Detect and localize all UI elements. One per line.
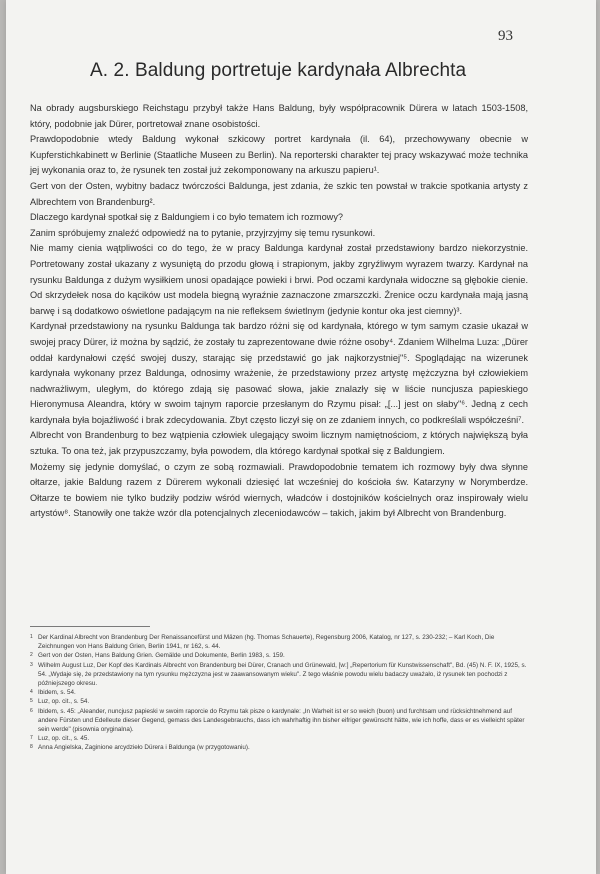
footnote-text: Anna Angielska, Zaginione arcydzieło Dürera i Baldunga (w przygotowaniu). (38, 744, 250, 752)
body-text (30, 101, 528, 522)
paragraph: Albrecht von Brandenburg to bez wątpienia człowiek ulegający swoim licznym namiętnościom, z których największą była sztuka. To ona też, jak przypuszczamy, była powodem, dla którego kardynał spotkał się z Baldungiem. (30, 430, 528, 457)
footnote-number: 5 (30, 698, 33, 705)
footnote (30, 651, 530, 660)
section-title: A. 2. Baldung portretuje kardynała Albrechta (90, 60, 467, 81)
footnote (30, 743, 530, 752)
footnotes (30, 633, 530, 753)
footnote-number: 1 (30, 634, 33, 640)
footnote-number: 2 (30, 652, 33, 659)
paragraph: Kardynał przedstawiony na rysunku Baldunga tak bardzo różni się od kardynała, którego w tym samym czasie ukazał w swojej pracy Dürer, iż można by sądzić, że zostały tu zaprezentowane dwie różne osoby⁴. Zdaniem Wilhelma Luza: „Dürer oddał kardynałowi część swojej duszy, starając się przedstawić go jak najkorzystniej"⁵. Spoglądając na wizerunek kardynała wykonany przez Baldunga, odnosimy wrażenie, że przedstawiony przez artystę mężczyzna był człowiekiem nadwrażliwym, uległym, do którego zdają się pasować słowa, jakie znalazły się w liście nuncjusza papieskiego Hieronymusa Aleandra, który w swoim tajnym raporcie przesłanym do Rzymu pisał: „[...] jest on słaby"⁶. Jedną z cech kardynała była bojaźliwość i brak zdecydowania. Zbyt często liczył się on ze zdaniem innych, co podkreślali współcześni⁷. (30, 321, 528, 425)
footnote-text: Gert von der Osten, Hans Baldung Grien. Gemälde und Dokumente, Berlin 1983, s. 159. (38, 652, 285, 660)
paragraph: Zanim spróbujemy znaleźć odpowiedź na to pytanie, przyjrzyjmy się temu rysunkowi. (30, 227, 376, 238)
footnote-number: 3 (30, 661, 33, 668)
footnote (30, 707, 530, 735)
paragraph: Dlaczego kardynał spotkał się z Baldungiem i co było tematem ich rozmowy? (30, 212, 344, 223)
paragraph: Możemy się jedynie domyślać, o czym ze sobą rozmawiali. Prawdopodobnie tematem ich rozmowy były dwa słynne ołtarze, jakie Baldung razem z Dürerem wykonali dziesięć lat wcześniej do kościoła św. Katarzyny w Norymberdze. Ołtarze te bowiem nie tylko budziły podziw wśród wiernych, władców i dostojników kościelnych oraz inspirowały wielu artystów⁸. Stanowiły one także wzór dla potencjalnych zleceniodawców – takich, jakim był Albrecht von Brandenburg. (30, 461, 528, 519)
footnote (30, 661, 530, 689)
paragraph: Gert von der Osten, wybitny badacz twórczości Baldunga, jest zdania, że szkic ten powstał w trakcie spotkania artysty z Albrechtem von Brandenburg². (30, 180, 528, 207)
footnote (30, 697, 530, 706)
paragraph: Na obrady augsburskiego Reichstagu przybył także Hans Baldung, były współpracownik Dürera w latach 1503-1508, który, podobnie jak Dürer, portretował znane osobistości. (30, 103, 528, 129)
footnote-text: Luz, op. cit., s. 54. (38, 698, 90, 706)
footnote (30, 633, 530, 651)
paragraph: Prawdopodobnie wtedy Baldung wykonał szkicowy portret kardynała (il. 64), przechowywany obecnie w Kupferstichkabinett w Berlinie (Staatliche Museen zu Berlin). Na reporterski charakter tej pracy wskazywać może technika jej wykonania oraz to, że rysunek ten został już zekomponowany na arkuszu papieru¹. (30, 134, 528, 176)
footnote-text: Der Kardinal Albrecht von Brandenburg Der Renaissancefürst und Mäzen (hg. Thomas Schauerte), Regensburg 2006, Katalog, nr 127, s. 230-232; – Karl Koch, Die Zeichnungen von Hans Baldung Grien, Berlin 1941, nr 162, s. 44. (38, 634, 495, 651)
footnote-text: Wilhelm August Luz, Der Kopf des Kardinals Albrecht von Brandenburg bei Dürer, Cranach und Grünewald, [w:] „Repertorium für Kunstwissenschaft", Bd. (45) N. F. IX, 1925, s. 54. „Wydaje się, że przedstawiony na tym rysunku mężczyzna jest w zaawansowanym wieku". Z tego właśnie powodu wielu badaczy uważało, iż rysunek ten pochodzi z późniejszego okresu. (38, 661, 527, 688)
footnote-number: 6 (30, 707, 33, 714)
footnote (30, 734, 530, 743)
footnote-text: Ibidem, s. 45: „Aleander, nuncjusz papieski w swoim raporcie do Rzymu tak pisze o kardynale: „In Warheit ist er so weich (buon) und furchtsam und rücksichtnehmend auf andere Fürsten und Edelleute dieser Gegend, gemass des Landesgebrauchs, dass ich wahrhaftig ihn bisher eifriger gewünscht hätte, wie ich hoffe, dass er es vielleicht später sein werde" (pisownia oryginalna). (38, 707, 525, 734)
footnote-divider (30, 626, 150, 627)
page-number: 93 (498, 28, 513, 44)
footnote-text: Luz, op. cit., s. 45. (38, 735, 90, 743)
footnote-number: 8 (30, 744, 33, 751)
book-page (6, 0, 596, 874)
footnote (30, 688, 530, 697)
footnote-number: 7 (30, 735, 33, 742)
footnote-text: Ibidem, s. 54. (38, 689, 76, 697)
paragraph: Nie mamy cienia wątpliwości co do tego, że w pracy Baldunga kardynał został przedstawiony bardzo niekorzystnie. Portretowany został ukazany z wysuniętą do przodu głową i strapionym, jakby zgryźliwym wyrazem twarzy. Kardynał na rysunku Baldunga z dużym wysiłkiem unosi opadające powieki i brwi. Pod oczami kardynała widoczne są głębokie cienie. Od skrzydełek nosa do kącików ust modela biegną wyraźnie zaznaczone zmarszczki. Źrenice oczu kardynała mają jasną barwę i są dodatkowo oświetlone padającym na nie refleksem świetlnym (jedynie kontur oka jest ciemny)³. (30, 243, 528, 316)
footnote-number: 4 (30, 689, 33, 696)
